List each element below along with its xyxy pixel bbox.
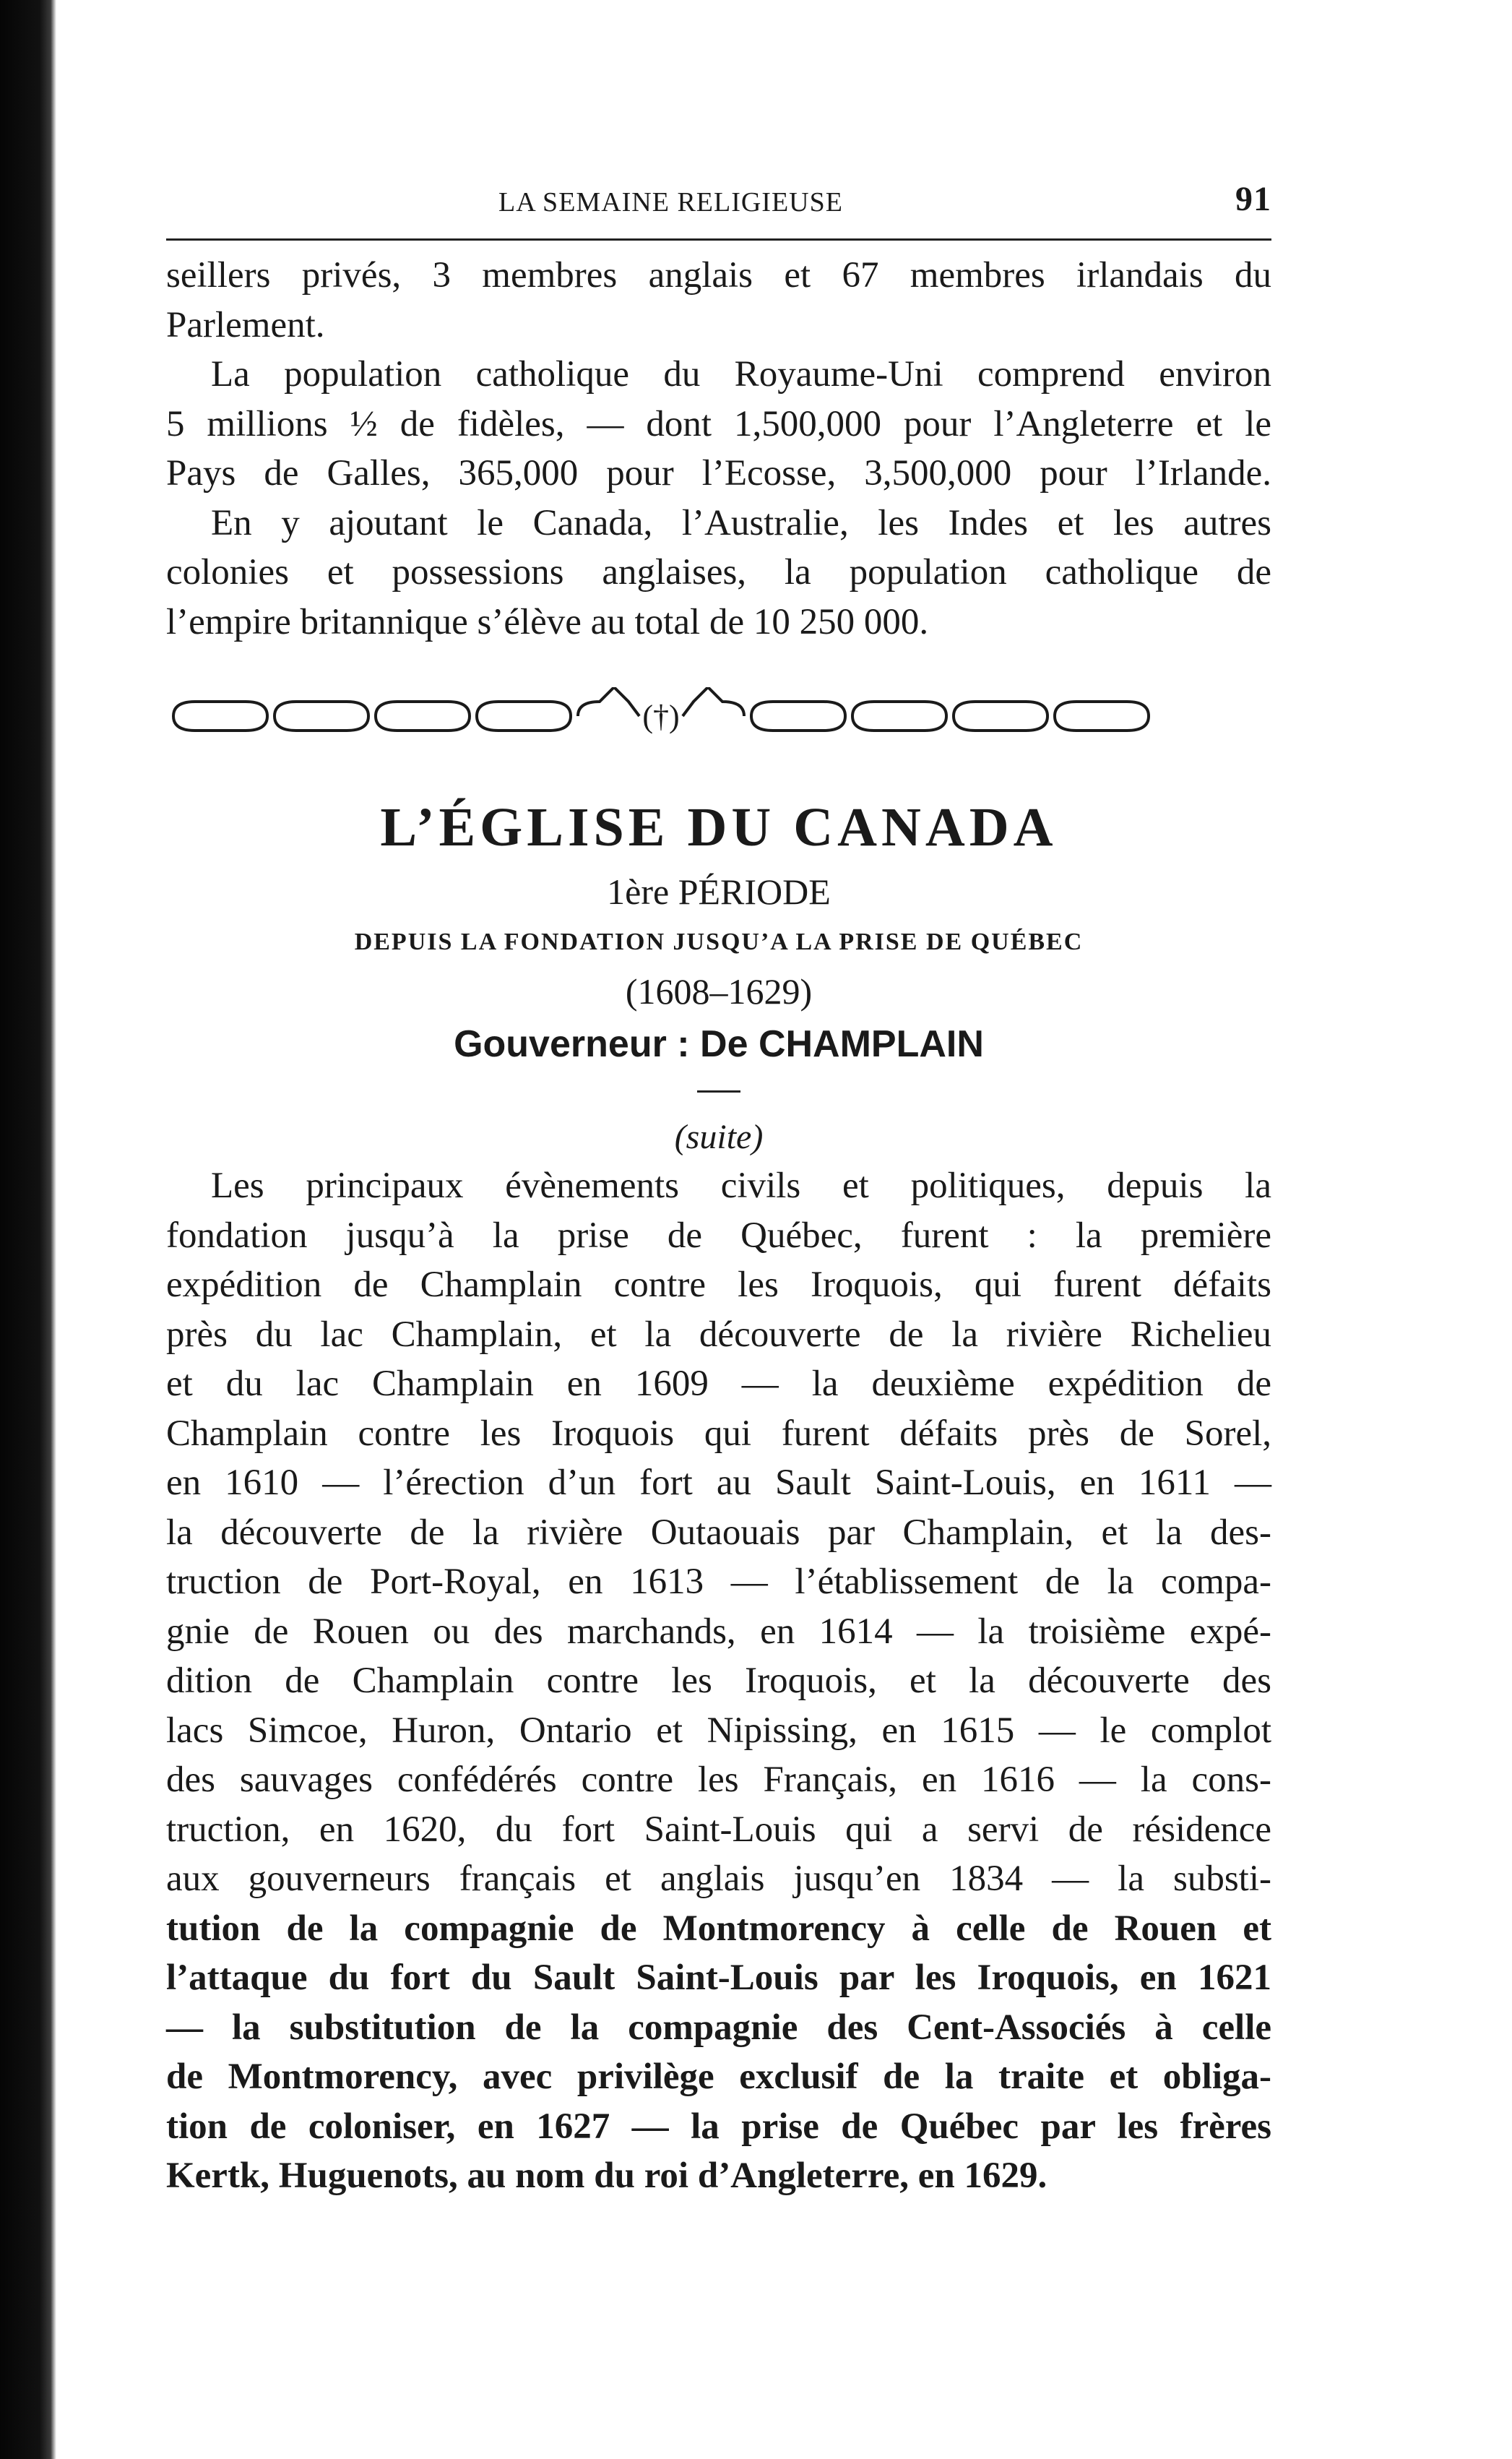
text-line: l’empire britannique s’élève au total de 10 250 000. [166,601,929,642]
text-line: Les principaux évènements civils et politiques, depuis la [211,1166,1271,1206]
running-head [166,166,1271,224]
text-line: en 1610 — l’érection d’un fort au Sault Saint-Louis, en 1611 — [166,1463,1271,1503]
text-line: fondation jusqu’à la prise de Québec, furent : la première [166,1215,1271,1256]
header-rule [166,238,1271,241]
date-range: (1608–1629) [625,971,813,1012]
text-line: Parlement. [166,304,325,345]
text-line: 5 millions ½ de fidèles, — dont 1,500,000 pour l’Angleterre et le [166,403,1271,444]
text-line: La population catholique du Royaume-Uni comprend environ [211,354,1271,395]
governor-line: Gouverneur : De CHAMPLAIN [454,1023,984,1065]
text-line: truction, en 1620, du fort Saint-Louis qui a servi de résidence [166,1809,1271,1850]
text-line: truction de Port-Royal, en 1613 — l’établissement de la compa- [166,1562,1271,1602]
document-page [166,166,1271,2201]
text-line: — la substitution de la compagnie des Cent-Associés à celle [166,2007,1271,2048]
text-line: des sauvages confédérés contre les Français, en 1616 — la cons- [166,1760,1271,1800]
short-rule [697,1090,740,1093]
text-line: et du lac Champlain en 1609 — la deuxième expédition de [166,1364,1271,1404]
text-line: tution de la compagnie de Montmorency à celle de Rouen et [166,1908,1271,1949]
ornament-cross-label: (†) [642,699,680,734]
text-line: dition de Champlain contre les Iroquois, et la découverte des [166,1661,1271,1701]
section-subtitle: DEPUIS LA FONDATION JUSQU’A LA PRISE DE QUÉBEC [354,929,1084,955]
text-line: tion de coloniser, en 1627 — la prise de Québec par les frères [166,2106,1271,2147]
continued-label: (suite) [674,1118,764,1156]
text-line: Champlain contre les Iroquois qui furent défaits près de Sorel, [166,1413,1271,1454]
text-line: de Montmorency, avec privilège exclusif de la traite et obliga- [166,2057,1271,2097]
text-line: près du lac Champlain, et la découverte de la rivière Richelieu [166,1314,1271,1355]
decorative-ornament-divider [166,687,1156,745]
text-line: l’attaque du fort du Sault Saint-Louis par les Iroquois, en 1621 [166,1958,1271,1998]
text-line: aux gouverneurs français et anglais jusqu’en 1834 — la substi- [166,1859,1271,1899]
body-paragraph [166,1161,1271,2201]
section-title: L’ÉGLISE DU CANADA [380,797,1058,858]
text-line: colonies et possessions anglaises, la population catholique de [166,552,1271,593]
text-line: expédition de Champlain contre les Iroquois, qui furent défaits [166,1265,1271,1305]
period-label: 1ère PÉRIODE [607,871,831,912]
text-line: Kertk, Huguenots, au nom du roi d’Angleterre, en 1629. [166,2156,1047,2196]
page-number: 91 [1235,180,1271,218]
text-line: En y ajoutant le Canada, l’Australie, les Indes et les autres [211,502,1271,543]
text-line: la découverte de la rivière Outaouais par Champlain, et la des- [166,1512,1271,1553]
text-line: gnie de Rouen ou des marchands, en 1614 — la troisième expé- [166,1611,1271,1652]
text-line: seillers privés, 3 membres anglais et 67 membres irlandais du [166,255,1271,296]
running-title: LA SEMAINE RELIGIEUSE [498,187,843,218]
intro-paragraphs [166,251,1271,647]
text-line: lacs Simcoe, Huron, Ontario et Nipissing, en 1615 — le complot [166,1710,1271,1751]
book-spine-shadow [0,0,56,2459]
text-line: Pays de Galles, 365,000 pour l’Ecosse, 3,500,000 pour l’Irlande. [166,453,1271,494]
